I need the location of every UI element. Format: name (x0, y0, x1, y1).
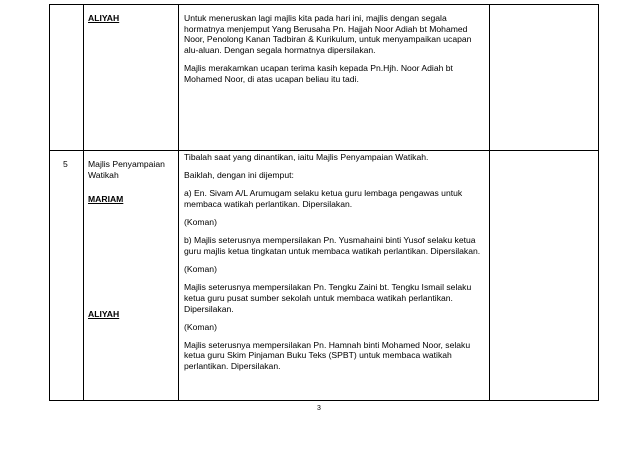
script-paragraph: (Koman) (184, 264, 217, 275)
script-paragraph: Majlis merakamkan ucapan terima kasih kepada Pn.Hjh. Noor Adiah bt Mohamed Noor, di atas ucapan beliau itu tadi. (184, 62, 453, 84)
script-paragraph: a) En. Sivam A/L Arumugam selaku ketua guru lembaga pengawas untuk membaca watikah perlantikan. Dipersilakan. (184, 188, 463, 209)
speaker-name: ALIYAH (88, 308, 120, 319)
script-text-cell (179, 151, 490, 401)
row-number (50, 5, 83, 13)
row-number-cell (50, 5, 84, 151)
speaker-name: ALIYAH (88, 13, 120, 23)
notes-cell (490, 151, 599, 401)
table-row (50, 5, 599, 151)
script-paragraph: Majlis seterusnya mempersilakan Pn. Tengku Zaini bt. Tengku Ismail selaku ketua guru pusat sumber sekolah untuk membaca watikah perlantikan. Dipersilakan. (184, 282, 472, 314)
speaker-name: MARIAM (88, 194, 124, 205)
page-number: 3 (317, 405, 321, 412)
program-script-table (49, 4, 599, 401)
script-paragraph: Tibalah saat yang dinantikan, iaitu Majlis Penyampaian Watikah. (184, 152, 429, 162)
segment-title: Majlis Penyampaian Watikah (88, 159, 165, 180)
script-paragraph: (Koman) (184, 217, 217, 228)
script-paragraph: (Koman) (184, 321, 217, 332)
table-row (50, 151, 599, 401)
script-text-cell (179, 5, 490, 151)
row-number-cell (50, 151, 84, 401)
speaker-cell (84, 151, 179, 401)
speaker-cell (84, 5, 179, 151)
script-paragraph: b) Majlis seterusnya mempersilakan Pn. Yusmahaini binti Yusof selaku ketua guru majlis ketua tingkatan untuk membaca watikah perlantikan. Dipersilakan. (184, 235, 481, 256)
script-paragraph: Majlis seterusnya mempersilakan Pn. Hamnah binti Mohamed Noor, selaku ketua guru Skim Pinjaman Buku Teks (SPBT) untuk membaca watikah perlantikan. Dipersilakan. (184, 339, 471, 372)
row-number: 5 (63, 159, 68, 169)
script-paragraph: Baiklah, dengan ini dijemput: (184, 170, 294, 181)
notes-cell (490, 5, 599, 151)
script-paragraph: Untuk meneruskan lagi majlis kita pada hari ini, majlis dengan segala hormatnya menjemput Yang Berusaha Pn. Hajjah Noor Adiah bt Mohamed Noor, Penolong Kanan Tadbiran & Kurikulum, untuk menyampaikan ucapan alu-aluan. Dengan segala hormatnya dipersilakan. (184, 13, 472, 55)
